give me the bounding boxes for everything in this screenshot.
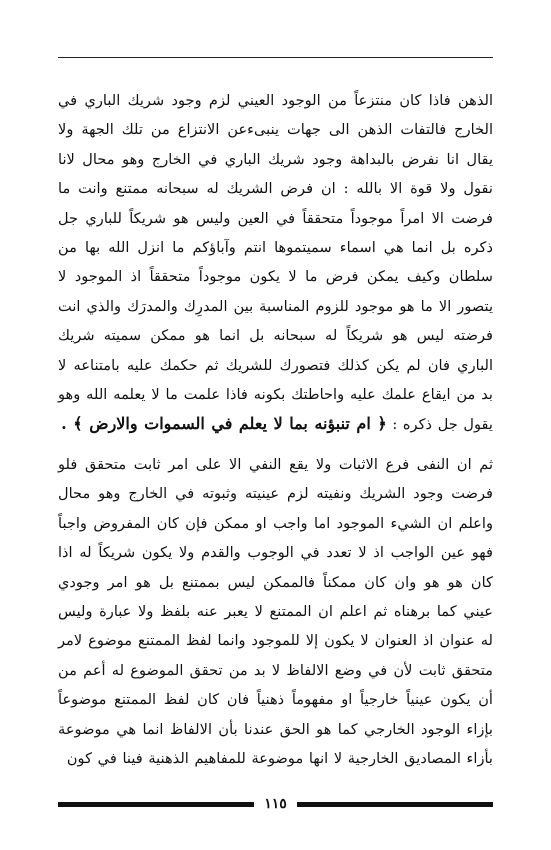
page-footer — [58, 792, 493, 816]
quran-quote: ﴿ ام تنبؤنه بما لا يعلم في السموات والارض ﴾ . — [61, 414, 387, 434]
header-rule — [58, 57, 493, 58]
footer-rule-left — [58, 802, 254, 807]
page-number: ١١٥ — [264, 796, 287, 812]
paragraph-1-text: الذهن فاذا كان منتزعاً من الوجود العيني لزم وجود شريك الباري في الخارج فالتفات الذهن الى جهات ينبىءعن الانتزاع من تلك الجهة ولا يقال انا نفرض بالبداهة وجود شريك الباري في الخارج وهو محال لانا نقول ولا قوة الا بالله : ان فرض الشريك له سبحانه ممتنع وانت ما فرضت الا امراً موجوداً متحققاً في العين وليس هو شريكاً للباري جل ذكره بل انما هي اسماء سميتموها انتم وآباؤكم ما انزل الله بها من سلطان وكيف يمكن فرض ما لا يكون موجوداً متحققاً اذ الموجود لا يتصور الا ما هو موجود للزوم المناسبة بين المدرِك والمدرَك والذي انت فرضته ليس هو شريكاً له سبحانه بل انما هو ممكن سميته شريك الباري فان لم يكن كذلك فتصورك للشريك ثم حكمك عليه بامتناعه لا بد من ايقاع علمك عليه واحاطتك بكونه فاذا علمت ما لا يعلمه الله وهو يقول جل ذكره : — [58, 92, 493, 434]
footer-rule-right — [297, 802, 493, 807]
paragraph-2: ثم ان النفى فرع الاثبات ولا يقع النفي الا على امر ثابت متحقق فلو فرضت وجود الشريك ونفيته لزم عينيته وثبوته في الخارج وهو محال واعلم ان الشيء الموجود اما واجب او ممكن فإن كان المفروض واجباً فهو عين الواجب اذ لا تعدد في الوجوب والقدم ولا يكون شريكاً له اذا كان هو هو وان كان ممكناً فالممكن ليس بممتنع بل هو امر وجودي عيني كما برهناه ثم اعلم ان الممتنع لا يعبر عنه بلفظ ولا عبارة وليس له عنوان اذ العنوان لا يكون إلا للموجود وانما لفظ الممتنع موضوع لامر متحقق ثابت لأن في وضع الالفاظ لا بد من تحقق الموضوع له أعم من أن يكون عينياً خارجياً او مفهوماً ذهنياً فان كان لفظ الممتنع موضوعاً بإزاء الوجود الخارجي كما هو الحق عندنا بأن الالفاظ انما هي موضوعة بأزاء المصاديق الخارجية لا انها موضوعة للمفاهيم الذهنية فينا في كون — [58, 455, 493, 767]
body-text — [58, 86, 493, 773]
paragraph-1 — [58, 86, 493, 440]
